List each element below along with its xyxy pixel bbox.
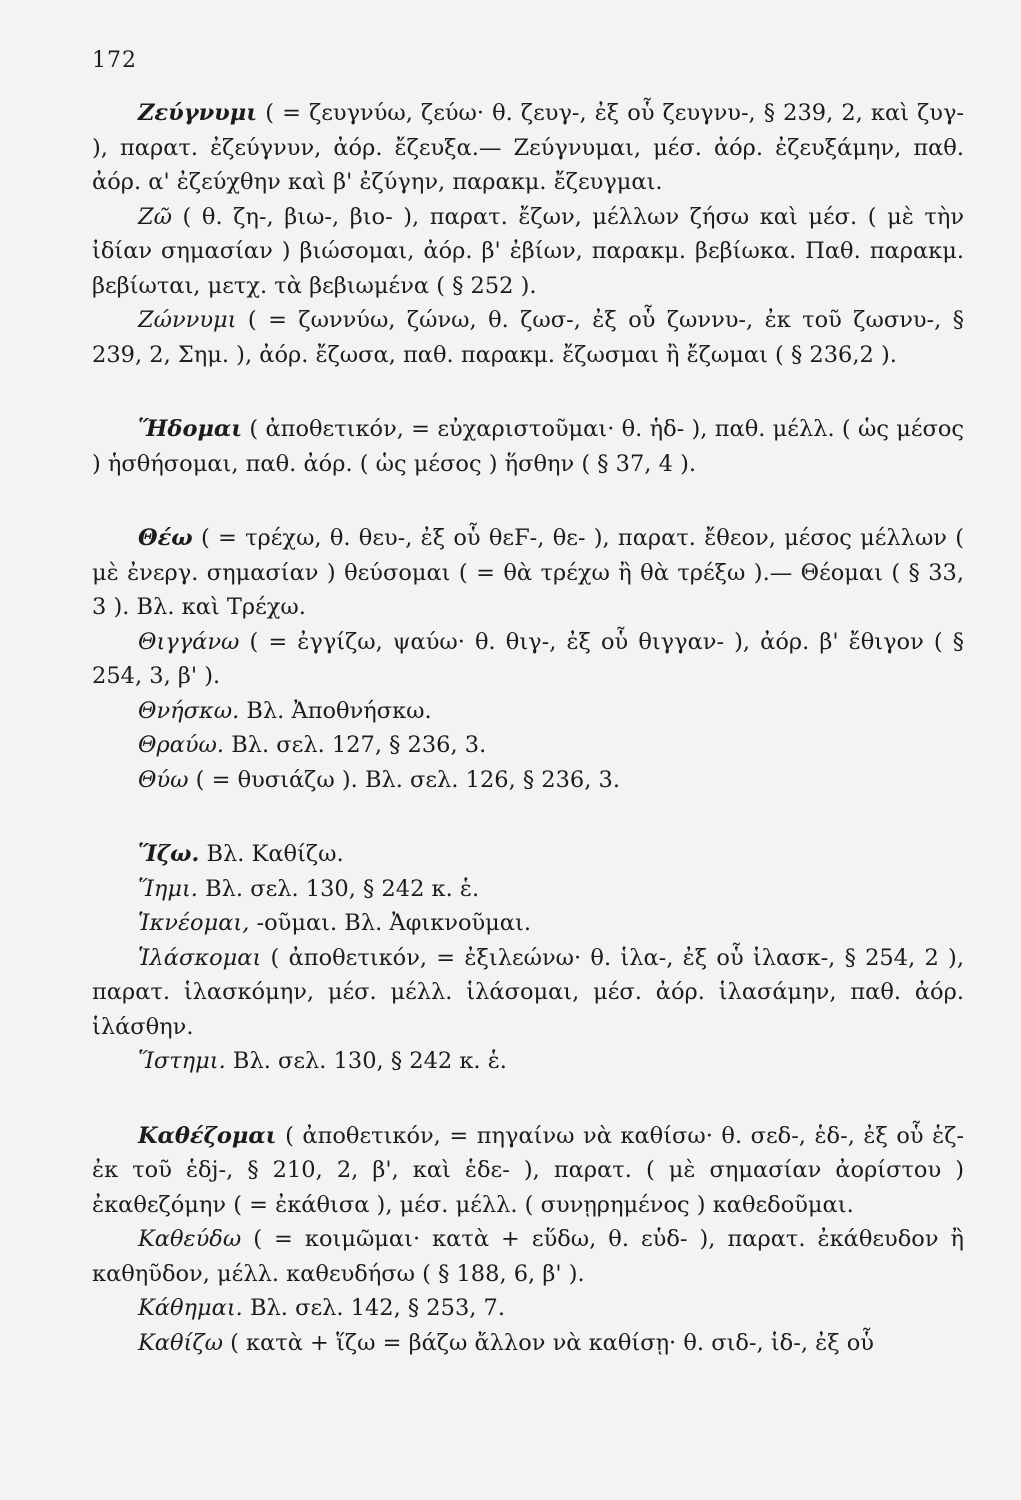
entry-headword: Ἱλάσκομαι (138, 944, 262, 971)
entry-headword: Ζώννυμι (138, 307, 237, 333)
dictionary-entry (92, 412, 964, 481)
dictionary-entry (92, 763, 964, 798)
entry-text: Βλ. Καθίζω. (199, 841, 344, 867)
entry-headword: Καθίζω (138, 1329, 223, 1356)
entry-group (92, 412, 964, 481)
entry-text: ( = ζωννύω, ζώνω, θ. ζωσ-, ἐξ οὗ ζωννυ-, ἐκ τοῦ ζωσνυ-, § 239, 2, Σημ. ), ἀόρ. ἔζωσα, παθ. παρακμ. ἔζωσμαι ἢ ἔζωμαι ( § 236,2 ). (92, 307, 964, 368)
entry-group (92, 837, 964, 1079)
entry-text: ( = τρέχω, θ. θευ-, ἐξ οὗ θεϜ-, θε- ), παρατ. ἔθεον, μέσος μέλλων ( μὲ ἐνεργ. σημασίαν ) θεύσομαι ( = θὰ τρέχω ἢ θὰ τρέξω ).— Θέομαι ( § 33, 3 ). Βλ. καὶ Τρέχω. (92, 525, 964, 620)
entry-text: ( ἀποθετικόν, = εὐχαριστοῦμαι· θ. ἡδ- ), παθ. μέλλ. ( ὡς μέσος ) ἡσθήσομαι, παθ. ἀόρ. ( ὡς μέσος ) ἥσθην ( § 37, 4 ). (92, 416, 964, 477)
entry-text: ( κατὰ + ἵζω = βάζω ἄλλον νὰ καθίσῃ· θ. σιδ-, ἱδ-, ἐξ οὗ (222, 1329, 874, 1356)
entry-headword: Ζεύγνυμι (138, 100, 258, 126)
entry-text: ( ἀποθετικόν, = ἐξιλεώνω· θ. ἱλα-, ἐξ οὗ ἱλασκ-, § 254, 2 ), παρατ. ἱλασκόμην, μέσ. μέλλ. ἱλάσομαι, μέσ. ἀόρ. ἱλασάμην, παθ. ἀόρ. ἱλάσθην. (92, 944, 964, 1040)
dictionary-entry (92, 303, 964, 372)
entry-text: ( = θυσιάζω ). Βλ. σελ. 126, § 236, 3. (188, 766, 620, 793)
entry-text: ( ἀποθετικόν, = πηγαίνω νὰ καθίσω· θ. σεδ-, ἑδ-, ἐξ οὗ ἑζ- ἐκ τοῦ ἑδj-, § 210, 2, β', καὶ ἑδε- ), παρατ. ( μὲ σημασίαν ἀορίστου ) ἐκαθεζόμην ( = ἐκάθισα ), μέσ. μέλλ. ( συνῃρημένος ) καθεδοῦμαι. (92, 1122, 964, 1218)
entry-text: ( = ζευγνύω, ζεύω· θ. ζευγ-, ἐξ οὗ ζευγνυ-, § 239, 2, καὶ ζυγ- ), παρατ. ἐζεύγνυν, ἀόρ. ἔζευξα.— Ζεύγνυμαι, μέσ. ἀόρ. ἐζευξάμην, παθ. ἀόρ. α' ἐζεύχθην καὶ β' ἐζύγην, παρακμ. ἔζευγμαι. (92, 100, 964, 195)
dictionary-entry (92, 1222, 964, 1291)
entry-headword: Θέω (138, 525, 193, 551)
dictionary-entry (92, 625, 964, 694)
entry-text: Βλ. Ἀποθνήσκω. (239, 697, 432, 724)
entry-group (92, 96, 964, 372)
dictionary-entries (92, 96, 964, 1400)
entry-text: ( = κοιμῶμαι· κατὰ + εὕδω, θ. εὑδ- ), παρατ. ἐκάθευδον ἢ καθηῦδον, μέλλ. καθευδήσω ( § 188, 6, β' ). (92, 1226, 964, 1287)
entry-text: -οῦμαι. Βλ. Ἀφικνοῦμαι. (249, 910, 531, 936)
dictionary-entry (92, 1326, 964, 1361)
entry-text: Βλ. σελ. 130, § 242 κ. ἑ. (225, 1048, 507, 1074)
entry-headword: Ἥδομαι (138, 416, 243, 442)
entry-headword: Ἵζω. (138, 841, 200, 867)
dictionary-entry (92, 521, 964, 625)
dictionary-entry (92, 906, 964, 941)
dictionary-entry (92, 837, 964, 872)
entry-text: ( θ. ζη-, βιω-, βιο- ), παρατ. ἔζων, μέλλων ζήσω καὶ μέσ. ( μὲ τὴν ἰδίαν σημασίαν ) βιώσομαι, ἀόρ. β' ἐβίων, παρακμ. βεβίωκα. Παθ. παρακμ. βεβίωται, μετχ. τὰ βεβιωμένα ( § 252 ). (92, 203, 964, 299)
entry-headword: Θύω (138, 766, 189, 793)
entry-text: ( = ἐγγίζω, ψαύω· θ. θιγ-, ἐξ οὗ θιγγαν- ), ἀόρ. β' ἔθιγον ( § 254, 3, β' ). (92, 628, 964, 689)
dictionary-entry (92, 728, 964, 763)
page-number: 172 (92, 48, 137, 73)
dictionary-entry (92, 941, 964, 1045)
entry-text: Βλ. σελ. 130, § 242 κ. ἑ. (197, 875, 480, 902)
dictionary-entry (92, 200, 964, 304)
entry-headword: Ἱκνέομαι, (138, 910, 250, 936)
dictionary-entry (92, 1119, 964, 1223)
entry-headword: Κάθημαι. (138, 1295, 243, 1321)
dictionary-entry (92, 872, 964, 907)
entry-headword: Καθέζομαι (138, 1122, 277, 1149)
entry-text: Βλ. σελ. 127, § 236, 3. (224, 732, 487, 758)
dictionary-entry (92, 1044, 964, 1079)
entry-headword: Ζῶ (138, 203, 172, 230)
entry-group (92, 1119, 964, 1361)
dictionary-entry (92, 96, 964, 200)
entry-headword: Ἵστημι. (138, 1048, 226, 1074)
entry-headword: Ἵημι. (138, 875, 198, 902)
dictionary-entry (92, 694, 964, 729)
entry-headword: Θιγγάνω (138, 628, 240, 655)
entry-text: Βλ. σελ. 142, § 253, 7. (242, 1295, 506, 1321)
entry-group (92, 521, 964, 797)
entry-headword: Καθεύδω (138, 1226, 242, 1252)
entry-headword: Θραύω. (138, 732, 225, 758)
entry-headword: Θνήσκω. (138, 697, 240, 724)
dictionary-entry (92, 1291, 964, 1326)
